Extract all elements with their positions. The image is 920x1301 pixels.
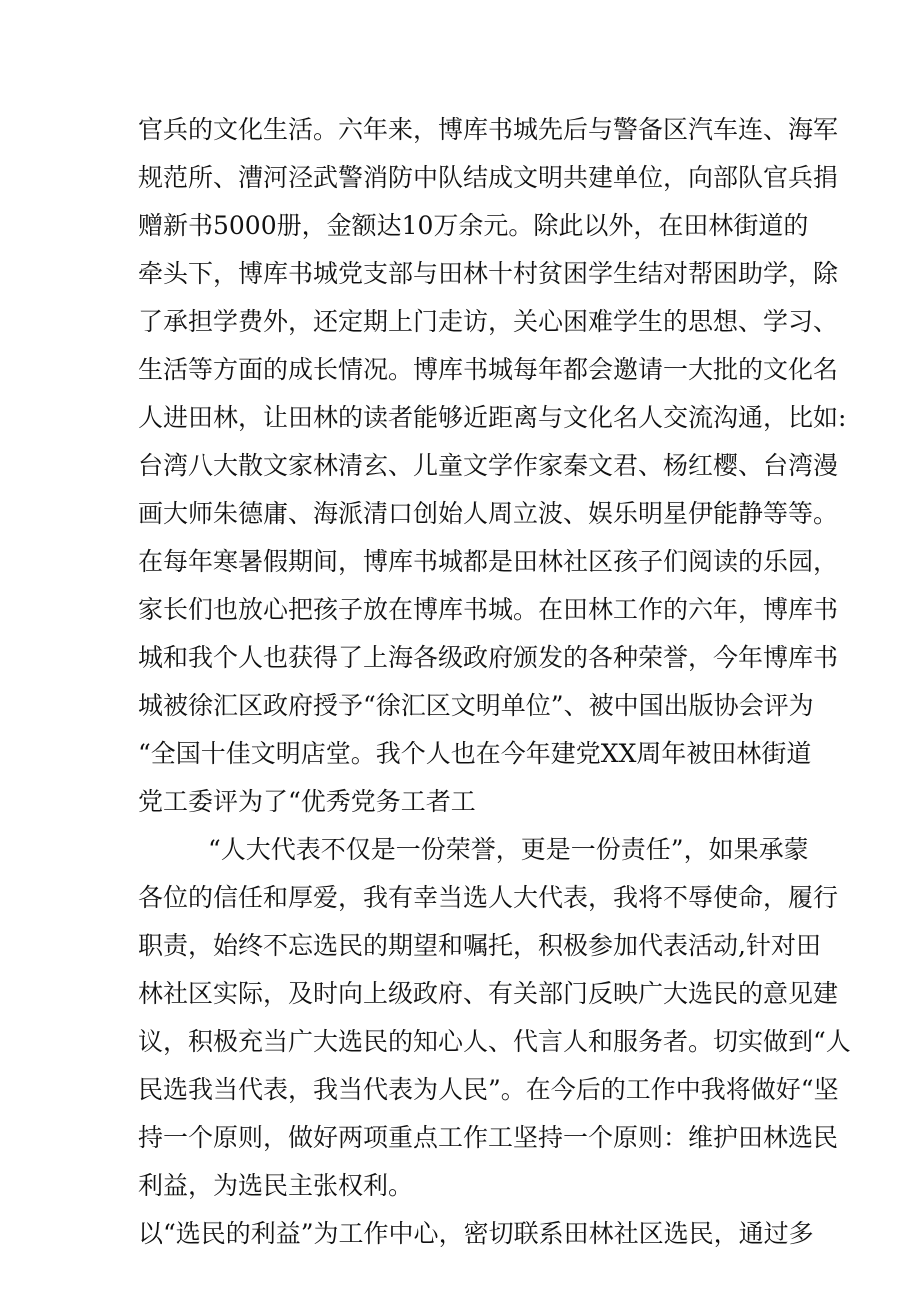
paragraph-line: 议，积极充当广大选民的知心人、代言人和服务者。切实做到“人 bbox=[138, 1027, 851, 1056]
paragraph-line: 以“选民的利益”为工作中心，密切联系田林社区选民，通过多 bbox=[138, 1219, 814, 1248]
paragraph-line: 在每年寒暑假期间，博库书城都是田林社区孩子们阅读的乐园， bbox=[138, 547, 839, 576]
paragraph-line: 赠新书5000册，金额达10万余元。除此以外，在田林街道的 bbox=[138, 211, 809, 240]
paragraph-line: 台湾八大散文家林清玄、儿童文学作家秦文君、杨红樱、台湾漫 bbox=[138, 451, 839, 480]
paragraph-line: 林社区实际，及时向上级政府、有关部门反映广大选民的意见建 bbox=[138, 979, 839, 1008]
paragraph-line: 持一个原则，做好两项重点工作工坚持一个原则：维护田林选民 bbox=[138, 1123, 839, 1152]
paragraph-line: 牵头下，博库书城党支部与田林十村贫困学生结对帮困助学，除 bbox=[138, 259, 839, 288]
paragraph-line: 家长们也放心把孩子放在博库书城。在田林工作的六年，博库书 bbox=[138, 595, 839, 624]
paragraph-line: 规范所、漕河泾武警消防中队结成文明共建单位，向部队官兵捐 bbox=[138, 163, 839, 192]
paragraph-line: 画大师朱德庸、海派清口创始人周立波、娱乐明星伊能静等等。 bbox=[138, 499, 839, 528]
paragraph-line: 党工委评为了“优秀党务工者工 bbox=[138, 787, 476, 816]
paragraph-line: 各位的信任和厚爱，我有幸当选人大代表，我将不辱使命，履行 bbox=[138, 883, 839, 912]
paragraph-line: “全国十佳文明店堂。我个人也在今年建党XX周年被田林街道 bbox=[138, 739, 812, 768]
paragraph-line: “人大代表不仅是一份荣誉，更是一份责任”，如果承蒙 bbox=[208, 835, 809, 864]
paragraph-line: 利益，为选民主张权利。 bbox=[138, 1171, 414, 1200]
paragraph-line: 城被徐汇区政府授予“徐汇区文明单位”、被中国出版协会评为 bbox=[138, 691, 814, 720]
paragraph-line: 职责，始终不忘选民的期望和嘱托，积极参加代表活动,针对田 bbox=[138, 931, 821, 960]
paragraph-line: 生活等方面的成长情况。博库书城每年都会邀请一大批的文化名 bbox=[138, 355, 839, 384]
paragraph-line: 了承担学费外，还定期上门走访，关心困难学生的思想、学习、 bbox=[138, 307, 839, 336]
paragraph-line: 人进田林，让田林的读者能够近距离与文化名人交流沟通，比如: bbox=[138, 403, 847, 432]
paragraph-line: 民选我当代表，我当代表为人民”。在今后的工作中我将做好“坚 bbox=[138, 1075, 839, 1104]
paragraph-line: 官兵的文化生活。六年来，博库书城先后与警备区汽车连、海军 bbox=[138, 115, 839, 144]
paragraph-line: 城和我个人也获得了上海各级政府颁发的各种荣誉，今年博库书 bbox=[138, 643, 839, 672]
